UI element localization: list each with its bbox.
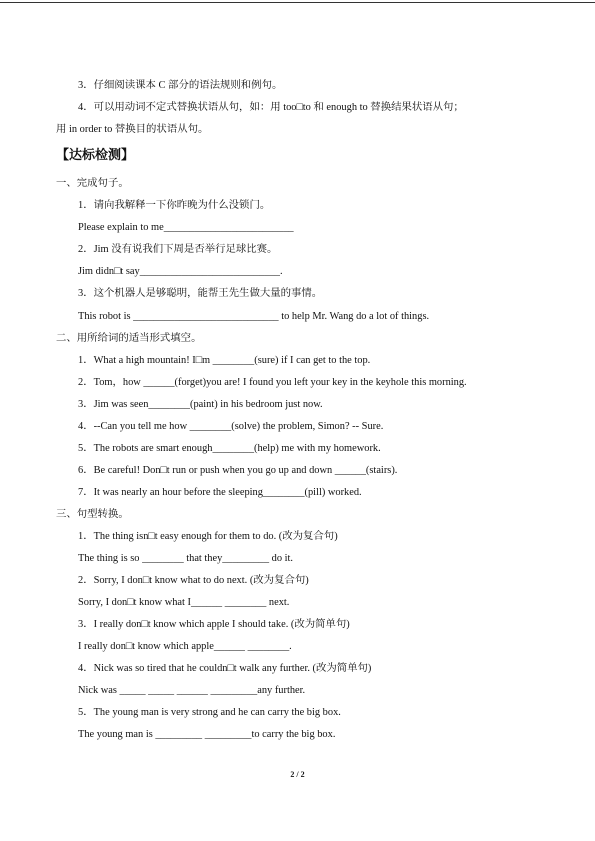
- tip-3: 3．仔细阅读课本 C 部分的语法规则和例句。: [78, 80, 283, 91]
- part1-item: 3．这个机器人是够聪明，能帮王先生做大量的事情。: [78, 288, 323, 299]
- part3-item: 3．I really don□t know which apple I should take. (改为简单句): [78, 619, 350, 630]
- page-number: 2 / 2: [290, 770, 305, 779]
- tip-4-continued: 用 in order to 替换目的状语从句。: [56, 124, 209, 135]
- header-rule: [0, 2, 595, 3]
- part2-item: 7．It was nearly an hour before the sleeping________(pill) worked.: [78, 487, 362, 498]
- part3-item: The young man is _________ _________to carry the big box.: [78, 729, 336, 740]
- part3-item: 1．The thing isn□t easy enough for them to do. (改为复合句): [78, 531, 338, 542]
- part3-item: Sorry, I don□t know what I______ ________ next.: [78, 597, 290, 608]
- part1-item: 2．Jim 没有说我们下周是否举行足球比赛。: [78, 244, 278, 255]
- part2-item: 1．What a high mountain! I□m ________(sure) if I can get to the top.: [78, 355, 371, 366]
- part1-item: Jim didn□t say___________________________.: [78, 266, 283, 277]
- section-title: 【达标检测】: [56, 147, 135, 162]
- part2-item: 2．Tom，how ______(forget)you are! I found you left your key in the keyhole this morning.: [78, 377, 467, 388]
- part3-item: Nick was _____ _____ ______ _________any further.: [78, 685, 306, 696]
- tip-4: 4．可以用动词不定式替换状语从句，如：用 too□to 和 enough to 替换结果状语从句；: [78, 102, 464, 113]
- part2-item: 6．Be careful! Don□t run or push when you go up and down ______(stairs).: [78, 465, 398, 476]
- part3-item: The thing is so ________ that they_________ do it.: [78, 553, 294, 564]
- part2-item: 4．--Can you tell me how ________(solve) the problem, Simon? -- Sure.: [78, 421, 384, 432]
- part3-item: I really don□t know which apple______ ________.: [78, 641, 292, 652]
- part1-item: 1．请向我解释一下你昨晚为什么没锁门。: [78, 200, 271, 211]
- part1-item: Please explain to me_________________________: [78, 222, 294, 233]
- part3-title: 三、句型转换。: [56, 509, 129, 520]
- part2-title: 二、用所给词的适当形式填空。: [56, 333, 202, 344]
- part2-item: 3．Jim was seen________(paint) in his bedroom just now.: [78, 399, 323, 410]
- part3-item: 4．Nick was so tired that he couldn□t walk any further. (改为简单句): [78, 663, 372, 674]
- part1-item: This robot is ____________________________ to help Mr. Wang do a lot of things.: [78, 311, 430, 322]
- part3-item: 2．Sorry, I don□t know what to do next. (改为复合句): [78, 575, 309, 586]
- part2-item: 5．The robots are smart enough________(help) me with my homework.: [78, 443, 381, 454]
- part1-title: 一、完成句子。: [56, 178, 129, 189]
- part3-item: 5．The young man is very strong and he can carry the big box.: [78, 707, 341, 718]
